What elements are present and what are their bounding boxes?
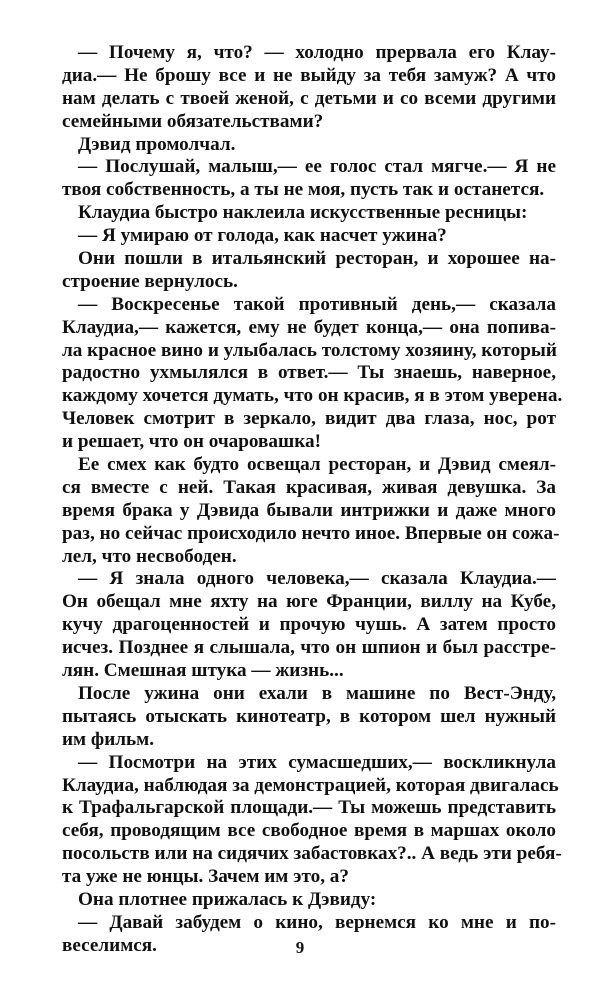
text-line: — Воскресенье такой противный день,— сказала (78, 293, 556, 315)
text-line: Он обещал мне яхту на юге Франции, виллу на Кубе, (62, 591, 556, 613)
text-line: — Я умираю от голода, как насчет ужина? (78, 225, 447, 247)
text-line: — Давай забудем о кино, вернемся ко мне и по- (78, 911, 556, 933)
text-line: После ужина они ехали в машине по Вест-Энду, (78, 682, 556, 704)
text-line: Клаудиа,— кажется, ему не будет конца,— она попива- (62, 316, 556, 338)
text-line: посольств или на сидячих забастовках?.. А ведь эти ребя- (62, 843, 562, 865)
text-line: каждому хочется думать, что он красив, я в этом уверена. (62, 385, 563, 407)
text-line: Дэвид промолчал. (78, 133, 236, 155)
text-line: нам делать с твоей женой, с детьми и со всеми другими (62, 87, 556, 109)
text-line: веселимся. (62, 934, 157, 956)
text-line: строение вернулось. (62, 270, 238, 292)
text-line: радостно ухмылялся в ответ.— Ты знаешь, наверное, (62, 362, 556, 384)
text-line: ла красное вино и улыбалась толстому хозяину, который (62, 339, 557, 361)
text-line: кучу драгоценностей и прочую чушь. А затем просто (62, 614, 556, 636)
text-line: им фильм. (62, 728, 155, 750)
text-line: себя, проводящим все свободное время в маршах около (62, 820, 556, 842)
text-line: раз, но сейчас происходило нечто иное. Впервые он сожа- (62, 522, 560, 544)
text-line: — Я знала одного человека,— сказала Клаудиа.— (78, 568, 556, 590)
text-line: — Посмотри на этих сумасшедших,— воскликнула (78, 751, 556, 773)
text-line: Клаудиа, наблюдая за демонстрацией, которая двигалась (62, 774, 559, 796)
text-line: Клаудиа быстро наклеила искусственные ресницы: (78, 202, 528, 224)
page-number: 9 (295, 938, 305, 957)
text-line: Она плотнее прижалась к Дэвиду: (78, 888, 377, 910)
text-line: — Почему я, что? — холодно прервала его Клау- (78, 42, 556, 63)
text-line: и решает, что он очаровашка! (62, 431, 321, 453)
text-line: время брака у Дэвида бывали интрижки и даже много (62, 499, 556, 521)
text-line: исчез. Позднее я слышала, что он шпион и был расстре- (62, 637, 556, 659)
text-line: ся вместе с ней. Такая красивая, живая девушка. За (62, 476, 556, 498)
text-line: твоя собственность, а ты не моя, пусть так и останется. (62, 179, 545, 201)
text-line: лел, что несвободен. (62, 545, 237, 567)
text-line: Человек смотрит в зеркало, видит два глаза, нос, рот (62, 408, 556, 430)
text-line: Они пошли в итальянский ресторан, и хорошее на- (78, 248, 556, 270)
text-line: — Послушай, малыш,— ее голос стал мягче.— Я не (78, 156, 556, 178)
text-line: к Трафальгарской площади.— Ты можешь представить (62, 797, 556, 819)
text-line: лян. Смешная штука — жизнь... (62, 660, 344, 682)
body-text (62, 42, 563, 958)
text-line: пытаясь отыскать кинотеатр, в котором шел нужный (62, 705, 556, 727)
text-line: семейными обязательствами? (62, 110, 324, 132)
text-line: диа.— Не брошу все и не выйду за тебя замуж? А что (62, 64, 556, 86)
text-line: Ее смех как будто освещал ресторан, и Дэвид смеял- (78, 454, 556, 476)
text-line: та уже не юнцы. Зачем им это, а? (62, 866, 349, 888)
